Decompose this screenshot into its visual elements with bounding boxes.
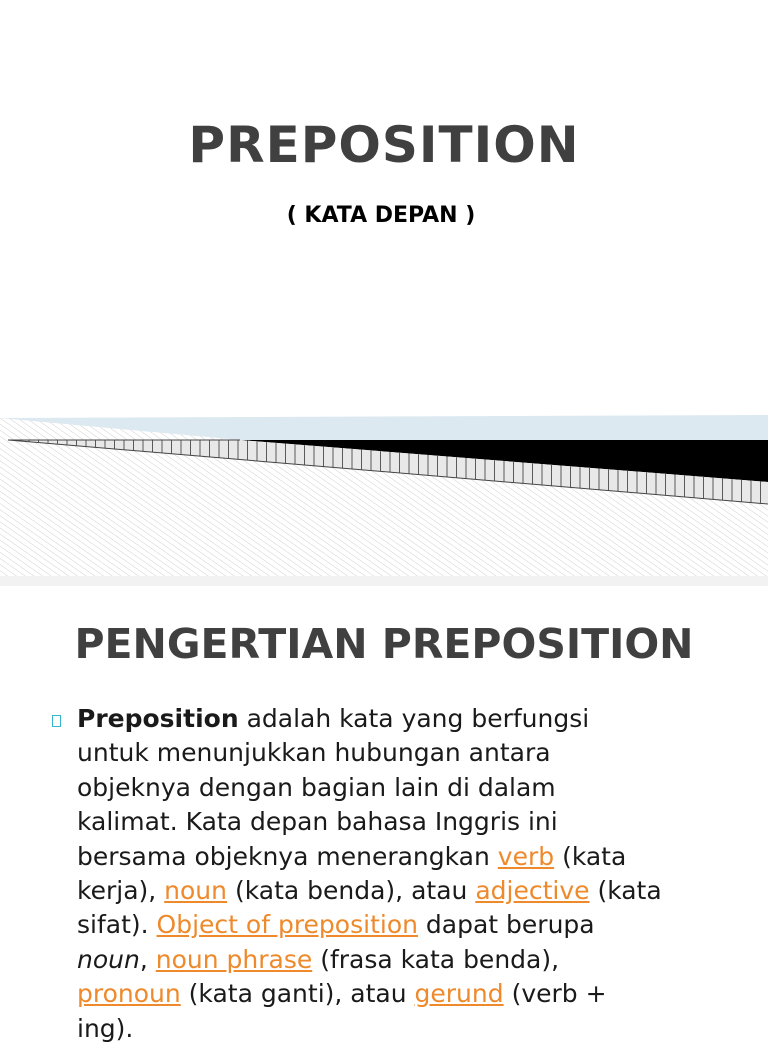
link-noun[interactable]: noun [164, 876, 228, 906]
link-verb[interactable]: verb [497, 841, 555, 871]
text-segment: (kata ganti), atau [180, 979, 415, 1009]
link-object-of-preposition[interactable]: Object of preposition [156, 910, 418, 940]
text-segment: bersama objeknya menerangkan [77, 841, 498, 871]
text-segment: (kata benda), atau [227, 876, 476, 906]
link-adjective[interactable]: adjective [475, 876, 590, 906]
slide-separator [0, 576, 768, 586]
text-segment: ing). [77, 1013, 134, 1043]
definition-paragraph [77, 702, 747, 1046]
text-segment: objeknya dengan bagian lain di dalam [77, 772, 556, 802]
text-segment: (verb + [503, 979, 607, 1009]
link-gerund[interactable]: gerund [414, 979, 504, 1009]
slide-subtitle: ( KATA DEPAN ) [286, 203, 476, 228]
slide-title: PREPOSITION [188, 116, 580, 174]
text-segment: , [139, 944, 156, 974]
definition-slide [0, 586, 768, 1043]
text-segment: dapat berupa [417, 910, 595, 940]
text-segment: untuk menunjukkan hubungan antara [77, 738, 551, 768]
term-preposition: Preposition [77, 704, 239, 733]
text-segment: kalimat. Kata depan bahasa Inggris ini [77, 807, 558, 837]
link-pronoun[interactable]: pronoun [77, 979, 181, 1009]
text-noun-italic: noun [77, 944, 140, 974]
text-segment: kerja), [77, 876, 165, 906]
text-segment: sifat). [77, 910, 157, 940]
text-segment: (kata [589, 876, 662, 906]
text-segment: (kata [554, 841, 627, 871]
slide-heading: PENGERTIAN PREPOSITION [74, 620, 694, 668]
bullet-icon [52, 715, 61, 727]
link-noun-phrase[interactable]: noun phrase [155, 944, 313, 974]
decorative-band [0, 400, 768, 576]
text-segment: adalah kata yang berfungsi [238, 704, 590, 733]
text-segment: (frasa kata benda), [312, 944, 560, 974]
